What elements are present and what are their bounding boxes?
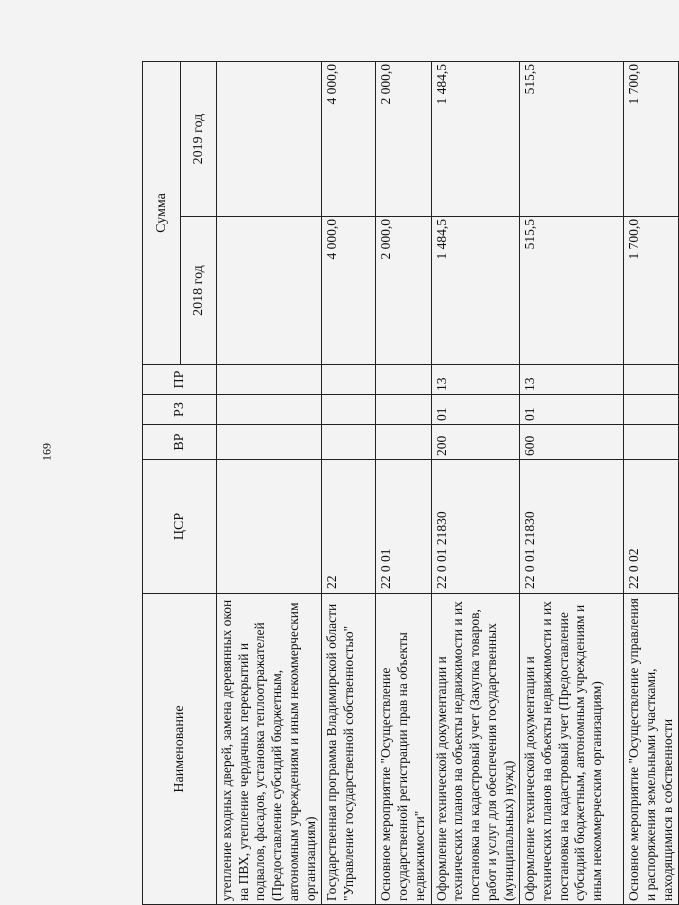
row-pr (217, 365, 322, 395)
row-sum-2018 (217, 217, 322, 365)
header-sum: Сумма (143, 62, 181, 365)
row-csr: 22 0 01 21830 (431, 460, 520, 594)
header-year-2019: 2019 год (181, 62, 217, 217)
row-rz: 01 (431, 395, 520, 425)
header-csr: ЦСР (143, 460, 217, 594)
row-sum-2018: 1 700,0 (624, 217, 679, 365)
row-csr: 22 (322, 460, 376, 594)
row-vr: 600 (520, 425, 624, 460)
table-row (376, 62, 431, 905)
table-row (431, 62, 520, 905)
row-pr (376, 365, 431, 395)
row-sum-2018: 4 000,0 (322, 217, 376, 365)
row-rz (376, 395, 431, 425)
table-row (322, 62, 376, 905)
row-sum-2018: 515,5 (520, 217, 624, 365)
row-vr: 200 (431, 425, 520, 460)
row-name: Основное мероприятие "Осуществление государственной регистрации прав на объекты недвижимости" (376, 594, 431, 905)
row-name: Оформление технической документации и технических планов на объекты недвижимости и их постановка на кадастровый учет (Предоставление субсидий бюджетным, автономным учреждениям и иным некоммерческим организациям) (520, 594, 624, 905)
header-vr: ВР (143, 425, 217, 460)
row-name: Оформление технической документации и технических планов на объекты недвижимости и их постановка на кадастровый учет (Закупка товаров, работ и услуг для обеспечения государственных (муниципальных) нужд) (431, 594, 520, 905)
row-csr (217, 460, 322, 594)
row-vr (322, 425, 376, 460)
header-pr: ПР (143, 365, 217, 395)
row-pr: 13 (431, 365, 520, 395)
row-vr (376, 425, 431, 460)
row-csr: 22 0 02 (624, 460, 679, 594)
header-name: Наименование (143, 594, 217, 905)
table-row (624, 62, 679, 905)
row-sum-2018: 2 000,0 (376, 217, 431, 365)
row-rz (624, 395, 679, 425)
row-sum-2019: 1 700,0 (624, 62, 679, 217)
page-number: 169 (39, 443, 54, 461)
table-row (217, 62, 322, 905)
row-name: Основное мероприятие "Осуществление управления и распоряжения земельными участками, находящимися в собственности (624, 594, 679, 905)
row-sum-2018: 1 484,5 (431, 217, 520, 365)
row-pr: 13 (520, 365, 624, 395)
header-year-2018: 2018 год (181, 217, 217, 365)
row-rz: 01 (520, 395, 624, 425)
table-row (520, 62, 624, 905)
row-sum-2019: 1 484,5 (431, 62, 520, 217)
row-rz (322, 395, 376, 425)
row-csr: 22 0 01 21830 (520, 460, 624, 594)
row-rz (217, 395, 322, 425)
budget-table (142, 61, 679, 905)
row-name: утепление входных дверей, замена деревянных окон на ПВХ, утепление чердачных перекрытий и подвалов, фасадов, установка теплоотражателей (Предоставление субсидий бюджетным, автономным учреждениям и иным некоммерческим организациям) (217, 594, 322, 905)
row-vr (217, 425, 322, 460)
row-pr (624, 365, 679, 395)
row-name: Государственная программа Владимирской области "Управление государственной собственностью" (322, 594, 376, 905)
row-csr: 22 0 01 (376, 460, 431, 594)
row-sum-2019: 2 000,0 (376, 62, 431, 217)
row-sum-2019: 515,5 (520, 62, 624, 217)
row-vr (624, 425, 679, 460)
header-rz: РЗ (143, 395, 217, 425)
row-sum-2019 (217, 62, 322, 217)
rotated-table-wrapper (142, 62, 675, 905)
row-pr (322, 365, 376, 395)
row-sum-2019: 4 000,0 (322, 62, 376, 217)
